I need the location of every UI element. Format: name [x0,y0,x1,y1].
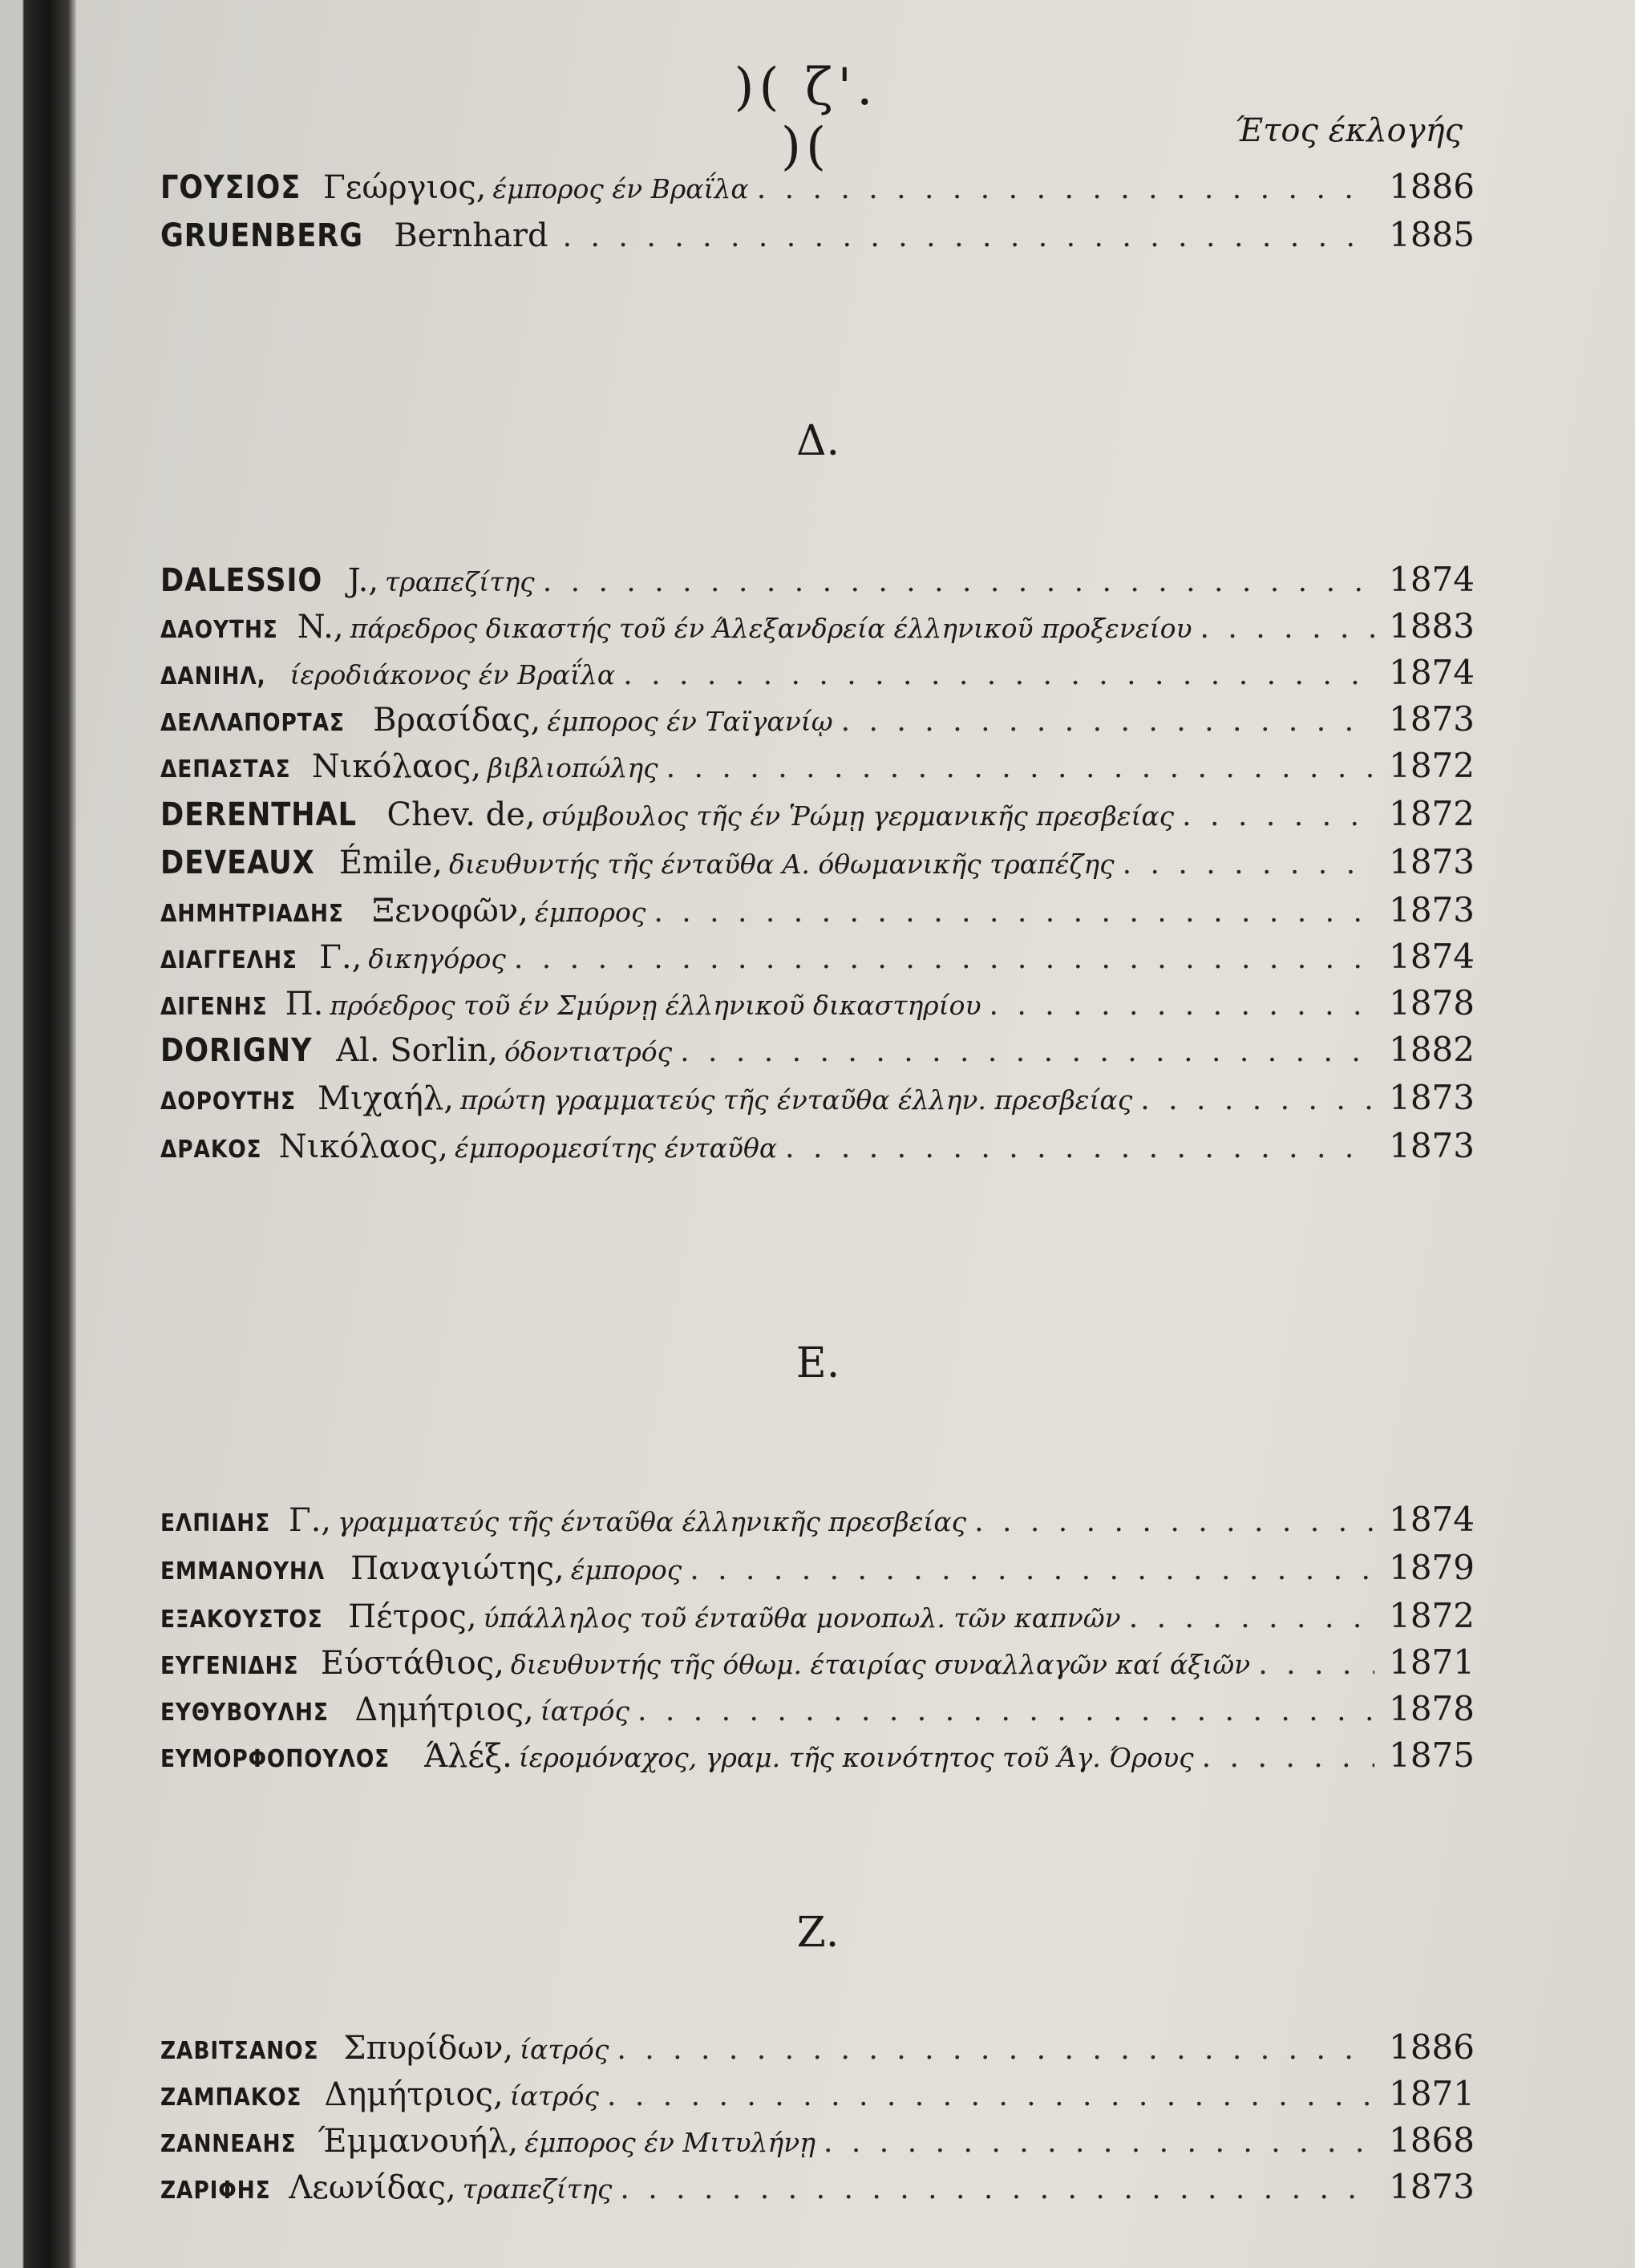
entry-surname: ΕΜΜΑΝΟΥΗΛ [160,1557,326,1586]
entry-year: 1873 [1389,890,1475,929]
list-item [160,746,1475,791]
entry-description: σύμβουλος τῆς έν Ῥώμῃ γερμανικῆς πρεσβείας [541,800,1175,832]
list-item [160,2074,1475,2119]
page-number: )( ζ'. )( [734,58,878,176]
list-item [160,2167,1475,2212]
entry-given-name: N., [297,609,344,646]
section-heading: Ζ. [796,1909,840,1957]
entry-given-name: Γεώργιος, [323,169,487,206]
entry-year: 1883 [1389,606,1475,646]
list-item [160,1548,1475,1593]
entry-year: 1871 [1389,2074,1475,2113]
entry-surname: ΔΡΑΚΟΣ [160,1136,262,1164]
dot-leader [607,2080,1374,2112]
entry-year: 1868 [1389,2120,1475,2160]
entry-description: όδοντιατρός [504,1036,673,1067]
list-item [160,699,1475,744]
dot-leader [666,751,1374,784]
dot-leader [1129,1602,1374,1634]
entry-year: 1879 [1389,1548,1475,1587]
entry-year: 1873 [1389,1078,1475,1117]
entry-surname: ΕΥΓΕΝΙΔΗΣ [160,1652,299,1680]
dot-leader [824,2126,1374,2159]
dot-leader [637,1695,1374,1727]
entry-surname: ΔΑΟΥΤΗΣ [160,616,278,644]
dot-leader [1182,800,1374,832]
entry-year: 1878 [1389,983,1475,1023]
entry-surname: ΖΑΒΙΤΣΑΝΟΣ [160,2037,319,2065]
entry-surname: ΔΗΜΗΤΡΙΑΔΗΣ [160,900,344,928]
entry-description: ίατρός [520,2034,609,2065]
entry-given-name: Σπυρίδων, [343,2030,514,2067]
entry-description: ίεροδιάκονος έν Βραΐλα [289,659,616,691]
entry-year: 1874 [1389,560,1475,599]
entry-year: 1872 [1389,1596,1475,1635]
entry-given-name: Έμμανουήλ, [318,2123,519,2160]
entry-description: πάρεδρος δικαστής τοῦ έν Άλεξανδρεία έλληνικοῦ προξενείου [350,613,1192,644]
entry-given-name: Μιχαήλ, [318,1080,454,1117]
dot-leader [654,896,1374,929]
entry-given-name: Άλέξ. [424,1738,512,1775]
entry-given-name: Βρασίδας, [373,702,541,739]
dot-leader [785,1132,1374,1164]
entry-given-name: Λεωνίδας, [289,2169,456,2206]
entry-year: 1872 [1389,794,1475,833]
entry-surname: DEVEAUX [160,844,315,881]
entry-surname: ΖΑΜΠΑΚΟΣ [160,2084,302,2112]
dot-leader [1200,612,1375,645]
entry-year: 1882 [1389,1030,1475,1069]
list-item [160,1500,1475,1545]
dot-leader [690,1553,1374,1586]
list-item [160,1689,1475,1734]
entry-surname: ΖΑΝΝΕΑΗΣ [160,2130,297,2158]
entry-description: διευθυντής τῆς όθωμ. έταιρίας συναλλαγῶν καί άξιῶν [510,1649,1251,1680]
list-item [160,794,1475,839]
list-item [160,842,1475,887]
dot-leader [623,658,1374,691]
entry-description: βιβλιοπώλης [488,752,658,784]
entry-surname: ΕΛΠΙΔΗΣ [160,1509,271,1537]
entry-year: 1878 [1389,1689,1475,1728]
entry-given-name: Π. [285,986,324,1023]
dot-leader [974,1505,1374,1538]
entry-description: γραμματεύς τῆς ένταῦθα έλληνικῆς πρεσβείας [338,1506,967,1537]
entry-year: 1875 [1389,1735,1475,1775]
entry-description: έμπορος [570,1554,682,1586]
entry-given-name: Γ., [319,939,362,976]
entry-description: δικηγόρος [368,943,506,974]
entry-description: έμπορος [534,897,646,928]
entry-given-name: Νικόλαος, [278,1128,448,1165]
list-item [160,1030,1475,1075]
entry-given-name: J., [347,562,379,599]
entry-year: 1873 [1389,2167,1475,2206]
entry-year: 1874 [1389,1500,1475,1539]
entry-surname: DORIGNY [160,1032,313,1069]
entry-description: διευθυντής τῆς ένταῦθα Α. όθωμανικῆς τραπέζης [448,848,1115,880]
entry-surname: DALESSIO [160,562,323,599]
dot-leader [841,705,1374,738]
entry-surname: ΕΥΘΥΒΟΥΛΗΣ [160,1699,329,1727]
entry-description: ίατρός [509,2080,599,2112]
entry-year: 1873 [1389,699,1475,739]
entry-given-name: Al. Sorlin, [336,1032,498,1069]
list-item [160,215,1475,260]
entry-description: πρόεδρος τοῦ έν Σμύρνῃ έλληνικοῦ δικαστηρίου [330,990,981,1021]
dot-leader [514,942,1374,975]
entry-year: 1873 [1389,842,1475,881]
list-item [160,653,1475,698]
year-column-header: Έτος έκλογής [1234,112,1463,149]
entry-given-name: Νικόλαος, [311,748,482,785]
entry-year: 1871 [1389,1642,1475,1682]
dot-leader [563,221,1374,253]
entry-description: ίατρός [540,1695,629,1727]
entry-description: έμπορος έν Ταϊγανίῳ [547,706,833,737]
entry-year: 1874 [1389,937,1475,976]
entry-description: έμπορομεσίτης ένταῦθα [455,1132,778,1164]
entry-surname: ΔΙΓΕΝΗΣ [160,993,268,1021]
list-item [160,606,1475,651]
entry-description: πρώτη γραμματεύς τῆς ένταῦθα έλλην. πρεσβείας [459,1084,1133,1116]
list-item [160,1735,1475,1780]
dot-leader [1202,1741,1374,1774]
list-item [160,560,1475,605]
entry-given-name: Γ., [288,1502,331,1539]
dot-leader [1123,848,1375,881]
entry-given-name: Émile, [338,844,443,881]
entry-given-name: Δημήτριος, [354,1691,534,1728]
entry-description: τραπεζίτης [385,566,535,597]
list-item [160,167,1475,212]
entry-surname: ΔΟΡΟΥΤΗΣ [160,1087,296,1116]
entry-description: έμπορος έν Μιτυλήνῃ [524,2127,816,2158]
list-item [160,937,1475,982]
dot-leader [1140,1083,1374,1116]
list-item [160,983,1475,1028]
list-item [160,1642,1475,1687]
entry-given-name: Ξενοφῶν, [371,893,528,929]
entry-given-name: Chev. de, [386,796,536,833]
entry-year: 1872 [1389,746,1475,785]
dot-leader [757,172,1374,205]
entry-surname: ΔΕΛΛΑΠΟΡΤΑΣ [160,709,345,737]
section-heading: Ε. [795,1339,840,1387]
dot-leader [680,1035,1374,1068]
entry-description: ίερομόναχος, γραμ. τῆς κοινότητος τοῦ Άγ. Όρους [518,1742,1194,1773]
entry-given-name: Εύστάθιος, [320,1645,504,1682]
entry-description: ύπάλληλος τοῦ ένταῦθα μονοπωλ. τῶν καπνῶν [483,1602,1121,1634]
entry-surname: DERENTHAL [160,796,357,833]
entry-description: τραπεζίτης [462,2173,613,2205]
list-item [160,2120,1475,2165]
dot-leader [543,565,1374,598]
dot-leader [620,2173,1374,2205]
entry-year: 1885 [1389,215,1475,254]
book-spine-shadow [0,0,76,2268]
entry-year: 1886 [1389,167,1475,206]
entry-surname: ΓΟΥΣΙΟΣ [160,169,302,206]
entry-given-name: Δημήτριος, [324,2076,504,2113]
dot-leader [1258,1648,1374,1681]
entry-given-name: Πέτρος, [348,1598,477,1635]
entry-year: 1873 [1389,1126,1475,1165]
entry-surname: ΕΥΜΟΡΦΟΠΟΥΛΟΣ [160,1745,391,1773]
entry-given-name: Παναγιώτης, [350,1550,565,1587]
entry-surname: ΖΑΡΙΦΗΣ [160,2177,271,2205]
entry-surname: ΔΑΝΙΗΛ, [160,662,266,691]
entry-surname: ΕΞΑΚΟΥΣΤΟΣ [160,1606,323,1634]
list-item [160,2027,1475,2072]
entry-surname: ΔΕΠΑΣΤΑΣ [160,755,291,784]
section-heading: Δ. [795,417,840,465]
dot-leader [989,989,1375,1022]
dot-leader [617,2033,1374,2066]
entry-year: 1886 [1389,2027,1475,2067]
list-item [160,890,1475,935]
entry-year: 1874 [1389,653,1475,692]
list-item [160,1126,1475,1171]
entry-given-name: Bernhard [394,217,548,254]
entry-description: έμπορος έν Βραΐλα [492,173,749,205]
entry-surname: ΔΙΑΓΓΕΛΗΣ [160,946,297,974]
list-item [160,1078,1475,1123]
list-item [160,1596,1475,1641]
entry-surname: GRUENBERG [160,217,363,254]
